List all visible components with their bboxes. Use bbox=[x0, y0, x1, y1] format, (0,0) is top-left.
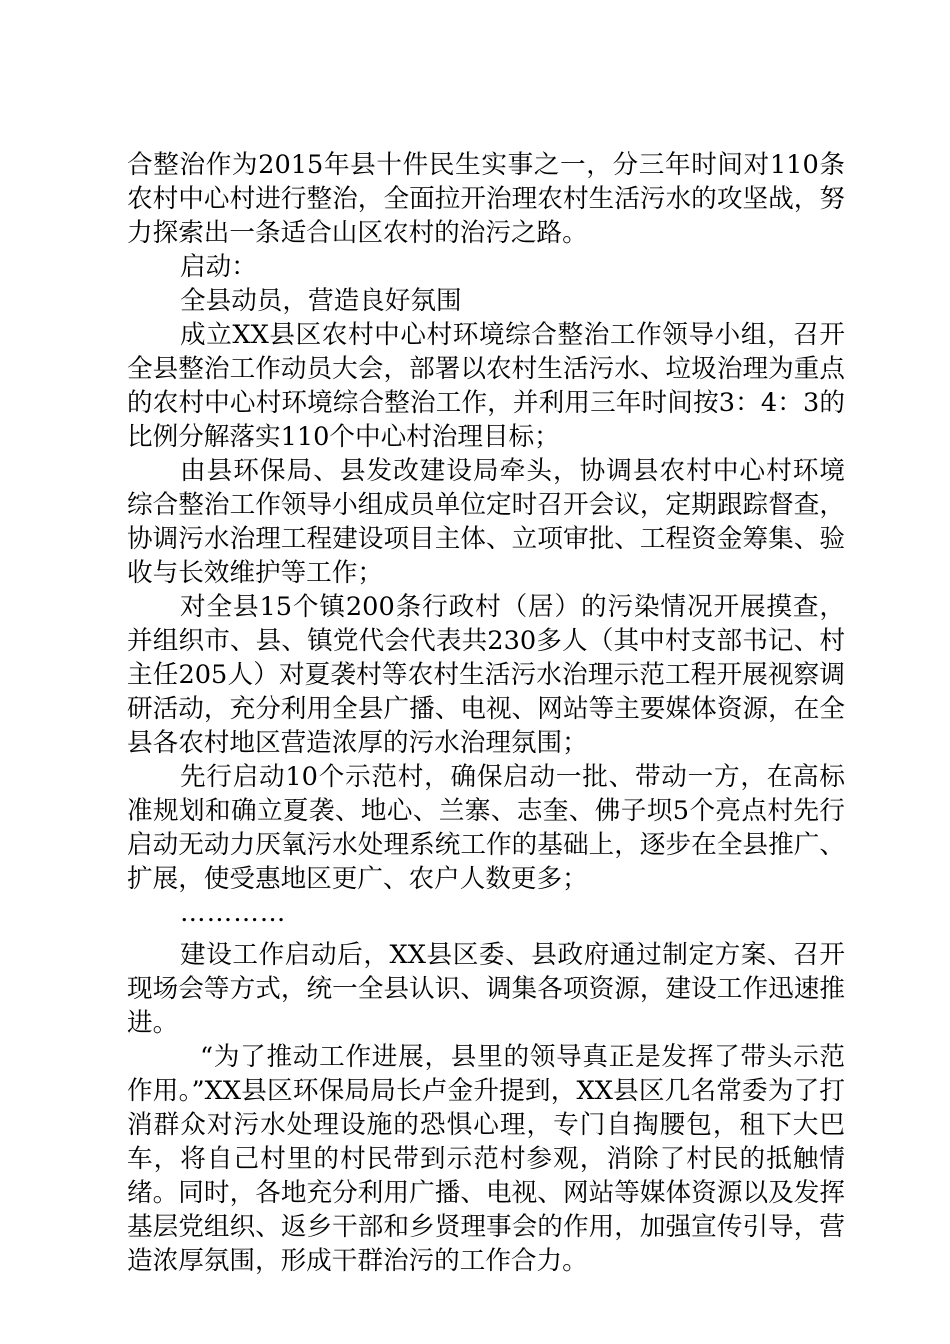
paragraph-leading-group: 成立XX县区农村中心村环境综合整治工作领导小组，召开全县整治工作动员大会，部署以农村生活污水、垃圾治理为重点的农村中心村环境综合整治工作，并利用三年时间按3：4：3的比例分解落实110个中心村治理目标； bbox=[127, 320, 845, 452]
paragraph-survey: 对全县15个镇200条行政村（居）的污染情况开展摸查，并组织市、县、镇党代会代表共230多人（其中村支部书记、村主任205人）对夏袭村等农村生活污水治理示范工程开展视察调研活动，充分利用全县广播、电视、网站等主要媒体资源，在全县各农村地区营造浓厚的污水治理氛围； bbox=[127, 592, 845, 758]
paragraph-quote: “为了推动工作进展，县里的领导真正是发挥了带头示范作用。”XX县区环保局局长卢金升提到，XX县区几名常委为了打消群众对污水处理设施的恐惧心理，专门自掏腰包，租下大巴车，将自己村里的村民带到示范村参观，消除了村民的抵触情绪。同时，各地充分利用广播、电视、网站等媒体资源以及发挥基层党组织、返乡干部和乡贤理事会的作用，加强宣传引导，营造浓厚氛围，形成干群治污的工作合力。 bbox=[127, 1042, 845, 1276]
section-heading: 全县动员，营造良好氛围 bbox=[180, 286, 462, 316]
paragraph-construction: 建设工作启动后，XX县区委、县政府通过制定方案、召开现场会等方式，统一全县认识、调集各项资源，建设工作迅速推进。 bbox=[127, 940, 845, 1038]
paragraph-launch-label: 启动： bbox=[180, 252, 257, 282]
paragraph-demo-villages: 先行启动10个示范村，确保启动一批、带动一方，在高标准规划和确立夏袭、地心、兰寨、志奎、佛子坝5个亮点村先行启动无动力厌氧污水处理系统工作的基础上，逐步在全县推广、扩展，使受惠地区更广、农户人数更多； bbox=[127, 762, 845, 894]
ellipsis-separator: ………… bbox=[180, 898, 287, 928]
document-body bbox=[127, 148, 845, 1278]
paragraph-intro: 合整治作为2015年县十件民生实事之一，分三年时间对110条农村中心村进行整治，全面拉开治理农村生活污水的攻坚战，努力探索出一条适合山区农村的治污之路。 bbox=[127, 150, 845, 248]
paragraph-coordination: 由县环保局、县发改建设局牵头，协调县农村中心村环境综合整治工作领导小组成员单位定时召开会议，定期跟踪督查，协调污水治理工程建设项目主体、立项审批、工程资金筹集、验收与长效维护等工作； bbox=[127, 456, 845, 588]
